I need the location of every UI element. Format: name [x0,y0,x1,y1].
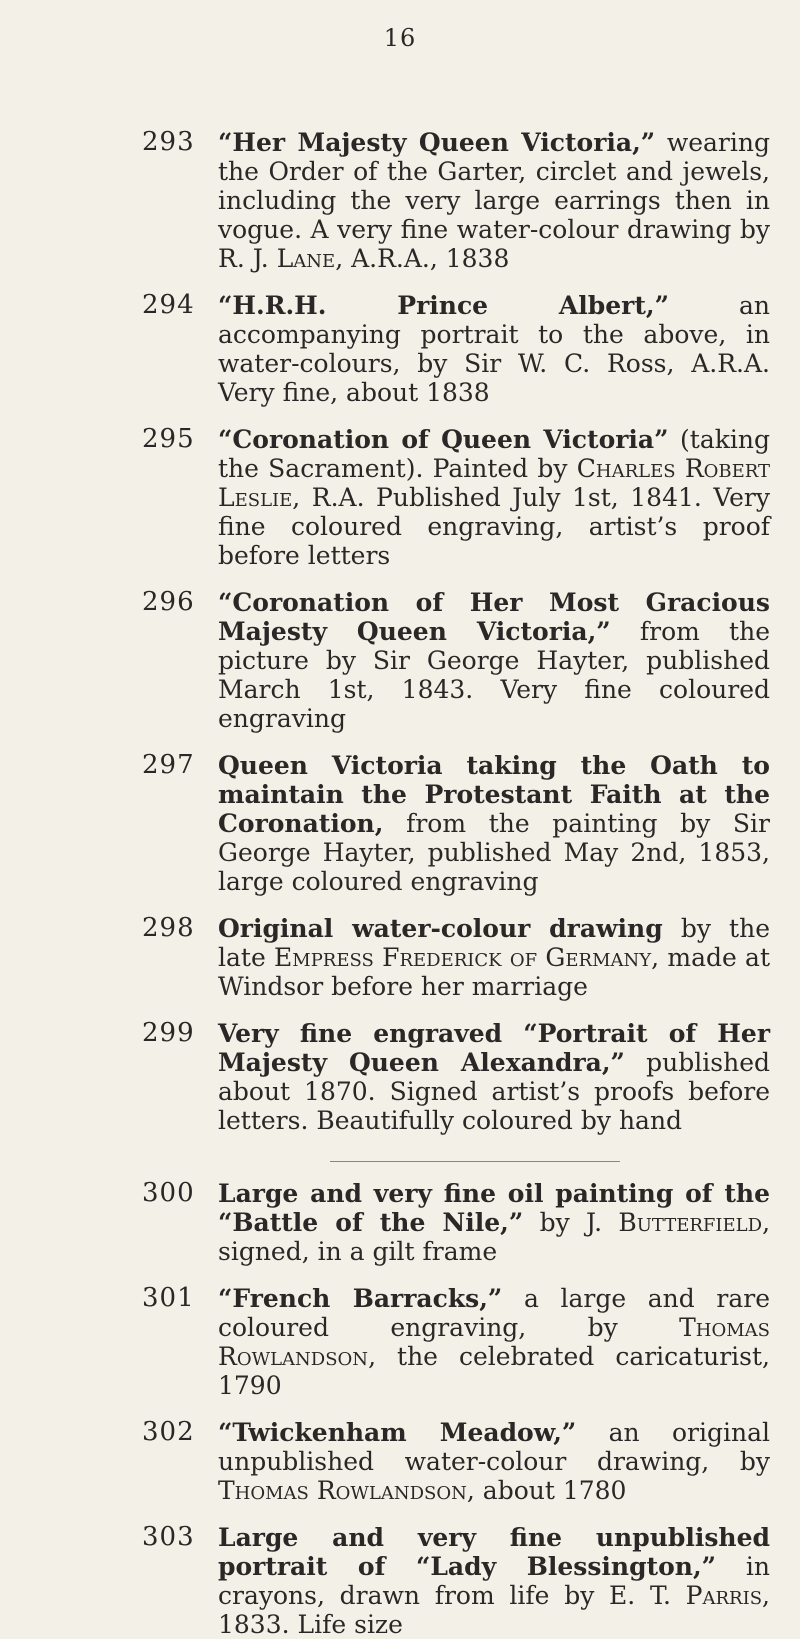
catalogue-entry-293 [0,128,800,273]
lot-title: Queen Victoria taking the Oath to maintain the Protestant Faith at the Coronation, [218,751,770,838]
lot-text: (taking the Sacrament). Painted by [218,425,770,483]
lot-number: 303 [142,1522,195,1552]
lot-description [218,1418,770,1505]
lot-artist: Butterfield [618,1208,763,1237]
lot-title: “H.R.H. Prince Albert,” [218,291,669,320]
lot-description [218,425,770,570]
lot-text-tail: , A.R.A., 1838 [335,244,510,273]
lot-text: an accompanying portrait to the above, in water-colours, by Sir W. C. Ross, A.R.A. Very fine, about 1838 [218,291,770,407]
lot-title: “French Barracks,” [218,1284,503,1313]
catalogue-entry-294 [0,291,800,407]
lot-description [218,914,770,1001]
lot-number: 299 [142,1018,195,1048]
lot-artist: Thomas Rowlandson [218,1313,770,1371]
lot-title: Large and very fine oil painting of the “Battle of the Nile,” [218,1179,770,1237]
catalogue-entry-303 [0,1523,800,1639]
lot-text: a large and rare coloured engraving, by [218,1284,771,1342]
lot-number: 294 [142,290,195,320]
catalogue-entry-298 [0,914,800,1001]
lot-text-tail: , made at Windsor before her marriage [218,943,770,1001]
lot-artist: Empress Frederick of Germany [274,943,652,972]
lot-title: Large and very fine unpublished portrait of “Lady Blessington,” [218,1523,770,1581]
lot-number: 302 [142,1417,195,1447]
lot-description [218,751,770,896]
catalogue-entry-299 [0,1019,800,1135]
lot-artist: R. J. Lane [218,244,336,273]
lot-text-tail: , 1833. Life size [218,1581,770,1639]
lot-number: 298 [142,913,195,943]
catalogue-entry-300 [0,1179,800,1266]
lot-description [218,1523,770,1639]
lot-number: 300 [142,1178,195,1208]
lot-text-tail: , signed, in a gilt frame [218,1208,771,1266]
lot-description [218,1179,770,1266]
lot-text-tail: , R.A. Published July 1st, 1841. Very fine coloured engraving, artist’s proof before letters [218,483,770,570]
lot-number: 297 [142,750,195,780]
lot-description [218,1019,770,1135]
lot-artist: Charles Robert Leslie [218,454,771,512]
lot-text-tail: , about 1780 [466,1476,627,1505]
catalogue-entry-301 [0,1284,800,1400]
lot-text: by the late [218,914,770,972]
lot-text: an original unpublished water-colour drawing, by [218,1418,770,1476]
catalogue-entry-296 [0,588,800,733]
lot-artist: Parris [685,1581,763,1610]
lot-title: “Coronation of Queen Victoria” [218,425,669,454]
lot-title: “Her Majesty Queen Victoria,” [218,128,656,157]
lot-title: “Coronation of Her Most Gracious Majesty Queen Victoria,” [218,588,770,646]
lot-title: “Twickenham Meadow,” [218,1418,577,1447]
section-divider [330,1161,620,1162]
lot-number: 301 [142,1283,195,1313]
lot-text-tail: , the celebrated caricaturist, 1790 [218,1342,770,1400]
lot-description [218,588,770,733]
lot-title: Very fine engraved “Portrait of Her Majesty Queen Alexandra,” [218,1019,770,1077]
lot-number: 296 [142,587,195,617]
catalogue-entry-302 [0,1418,800,1505]
lot-description [218,1284,770,1400]
catalogue-entry-295 [0,425,800,570]
lot-text: from the painting by Sir George Hayter, published May 2nd, 1853, large coloured engraving [218,809,770,896]
lot-title: Original water-colour drawing [218,914,663,943]
lot-number: 295 [142,424,195,454]
lot-description [218,291,770,407]
lot-text: published about 1870. Signed artist’s proofs before letters. Beautifully coloured by hand [218,1048,770,1135]
lot-text: by J. [523,1208,619,1237]
lot-text: in crayons, drawn from life by E. T. [218,1552,771,1610]
lot-text: from the picture by Sir George Hayter, published March 1st, 1843. Very fine coloured engraving [218,617,770,733]
page-number: 16 [383,24,417,52]
lot-artist: Thomas Rowlandson [218,1476,467,1505]
catalogue-entry-297 [0,751,800,896]
lot-description [218,128,770,273]
lot-text: wearing the Order of the Garter, circlet and jewels, including the very large earrings then in vogue. A very fine water-colour drawing by [218,128,770,244]
lot-number: 293 [142,127,195,157]
